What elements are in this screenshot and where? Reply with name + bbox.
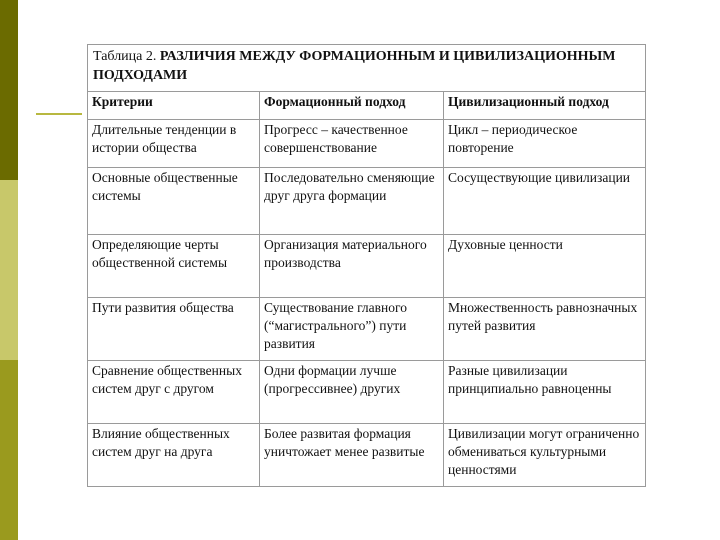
table-row (88, 120, 646, 168)
cell-formational: Прогресс – качественное совершенствование (260, 120, 444, 168)
cell-formational: Последовательно сменяющие друг друга формации (260, 168, 444, 235)
caption-title: РАЗЛИЧИЯ МЕЖДУ ФОРМАЦИОННЫМ И ЦИВИЛИЗАЦИОННЫМ ПОДХОДАМИ (93, 49, 616, 83)
comparison-table-container (87, 44, 645, 487)
table-row (88, 235, 646, 298)
cell-civilizational: Разные цивилизации принципиально равноценны (444, 361, 646, 424)
header-formational: Формационный подход (260, 92, 444, 120)
table-row (88, 298, 646, 361)
cell-civilizational: Сосуществующие цивилизации (444, 168, 646, 235)
sidebar-segment-top (0, 0, 18, 180)
slide-sidebar (0, 0, 18, 540)
sidebar-segment-bottom (0, 360, 18, 540)
cell-formational: Более развитая формация уничтожает менее развитые (260, 424, 444, 487)
table-row (88, 168, 646, 235)
cell-civilizational: Духовные ценности (444, 235, 646, 298)
cell-criterion: Пути развития общества (88, 298, 260, 361)
cell-civilizational: Цивилизации могут ограниченно обмениваться культурными ценностями (444, 424, 646, 487)
sidebar-segment-middle (0, 180, 18, 360)
header-criteria: Критерии (88, 92, 260, 120)
accent-line (36, 113, 82, 115)
cell-criterion: Сравнение общественных систем друг с другом (88, 361, 260, 424)
table-row (88, 424, 646, 487)
cell-formational: Существование главного (“магистрального”) пути развития (260, 298, 444, 361)
header-row (88, 92, 646, 120)
comparison-table (87, 44, 646, 487)
cell-criterion: Длительные тенденции в истории общества (88, 120, 260, 168)
cell-formational: Одни формации лучше (прогрессивнее) других (260, 361, 444, 424)
cell-criterion: Определяющие черты общественной системы (88, 235, 260, 298)
cell-civilizational: Множественность равнозначных путей развития (444, 298, 646, 361)
cell-formational: Организация материального производства (260, 235, 444, 298)
cell-criterion: Влияние общественных систем друг на друга (88, 424, 260, 487)
header-civilizational: Цивилизационный подход (444, 92, 646, 120)
cell-criterion: Основные общественные системы (88, 168, 260, 235)
caption-row (88, 45, 646, 92)
table-caption (88, 45, 646, 92)
caption-prefix: Таблица 2. (93, 49, 157, 64)
cell-civilizational: Цикл – периодическое повторение (444, 120, 646, 168)
table-row (88, 361, 646, 424)
